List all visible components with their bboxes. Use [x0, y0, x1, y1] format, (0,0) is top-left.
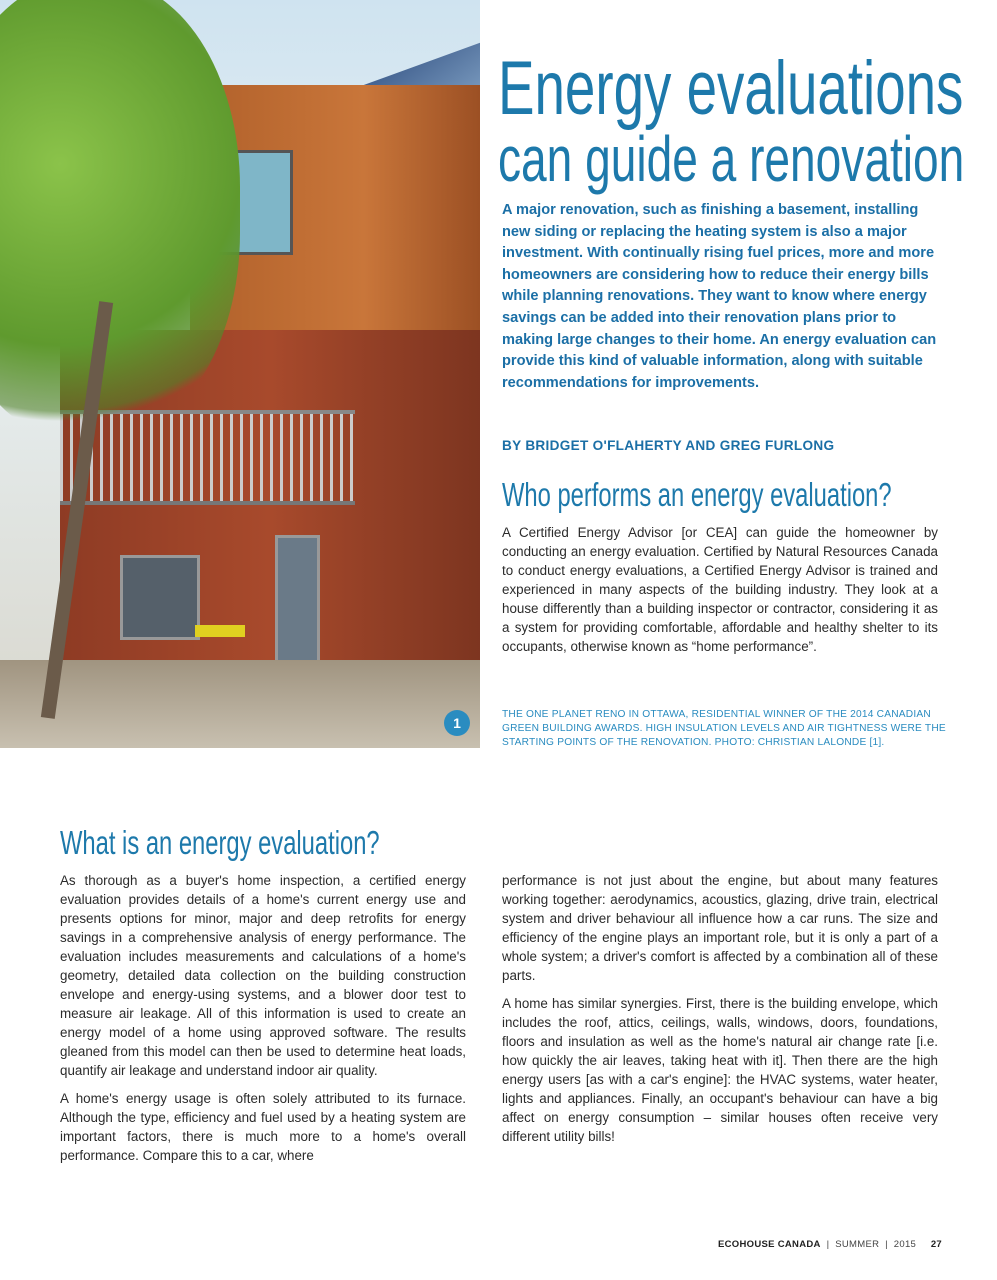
body-paragraph: performance is not just about the engine, but about many features working together: aerodynamics, acoustics, glazing, drive train, electrical system and driver behaviour all influence how a car runs. The size and efficiency of the engine plays an important role, but it is only a part of a whole system; a driver's comfort is affected by a combination all of these parts.	[502, 873, 938, 983]
lower-window	[120, 555, 200, 640]
issue-year: 2015	[893, 1239, 917, 1250]
section-who-performs-body	[502, 523, 938, 656]
byline: BY BRIDGET O'FLAHERTY AND GREG FURLONG	[502, 438, 835, 453]
yellow-bench	[195, 625, 245, 637]
body-paragraph: A Certified Energy Advisor [or CEA] can guide the homeowner by conducting an energy evaluation. Certified by Natural Resources Canada to conduct energy evaluations, a Certified Energy Advisor is trained and experienced in many aspects of the building industry. They look at a house differently than a building inspector or contractor, considering it as a system for providing comfortable, affordable and healthy shelter to its occupants, otherwise known as “home performance”.	[502, 525, 938, 654]
right-column	[502, 871, 938, 1146]
front-door	[275, 535, 320, 665]
photo-number-badge: 1	[444, 710, 470, 736]
issue-season: SUMMER	[835, 1239, 880, 1250]
page-title	[498, 46, 965, 195]
intro-paragraph: A major renovation, such as finishing a basement, installing new siding or replacing the heating system is also a major investment. With continually rising fuel prices, more and more homeowners are considering how to reduce their energy bills while planning renovations. They want to know where energy savings can be added into their renovation plans prior to making large changes to their home. An energy evaluation can provide this kind of valuable information, along with suitable recommendations for improvements.	[502, 202, 937, 391]
body-paragraph: A home has similar synergies. First, there is the building envelope, which includes the roof, attics, ceilings, walls, windows, doors, foundations, floors and insulation as well as the home's natural air change rate [i.e. how quickly the air leaves, taking heat with it]. Then there are the high energy users [as with a car's engine]: the HVAC systems, water heater, lights and appliances. Finally, an occupant's behaviour can have a big affect on energy consumption – similar houses often receive very different utility bills!	[502, 996, 938, 1144]
house-photo	[0, 0, 480, 748]
page-number: 27	[930, 1239, 942, 1250]
photo-caption: THE ONE PLANET RENO IN OTTAWA, RESIDENTIAL WINNER OF THE 2014 CANADIAN GREEN BUILDING AWARDS. HIGH INSULATION LEVELS AND AIR TIGHTNESS WERE THE STARTING POINTS OF THE RENOVATION. PHOTO: CHRISTIAN LALONDE [1].	[502, 709, 946, 748]
body-paragraph: A home's energy usage is often solely attributed to its furnace. Although the type, efficiency and fuel used by a heating system are important factors, there is much more to a home's overall performance. Compare this to a car, where	[60, 1091, 466, 1163]
body-paragraph: As thorough as a buyer's home inspection, a certified energy evaluation provides details of a home's current energy use and presents options for minor, major and deep retrofits for energy savings in a comprehensive analysis of energy performance. The evaluation includes measurements and calculations of a home's geometry, detailed data collection on the building construction envelope and energy-using systems, and a blower door test to measure air leakage. All of this information is used to create an energy model of a home using approved software. The results gleaned from this model can then be used to determine heat loads, quantify air leakage and understand indoor air quality.	[60, 873, 466, 1078]
title-line-2: can guide a renovation	[498, 123, 965, 195]
page-footer: ECOHOUSE CANADA | SUMMER | 2015 27	[718, 1239, 942, 1250]
left-column	[60, 871, 466, 1165]
publication-name: ECOHOUSE CANADA	[718, 1239, 821, 1250]
ground	[0, 660, 480, 748]
section-heading-who-performs: Who performs an energy evaluation?	[502, 476, 892, 513]
title-line-1: Energy evaluations	[498, 46, 964, 131]
section-heading-what-is: What is an energy evaluation?	[60, 824, 380, 861]
